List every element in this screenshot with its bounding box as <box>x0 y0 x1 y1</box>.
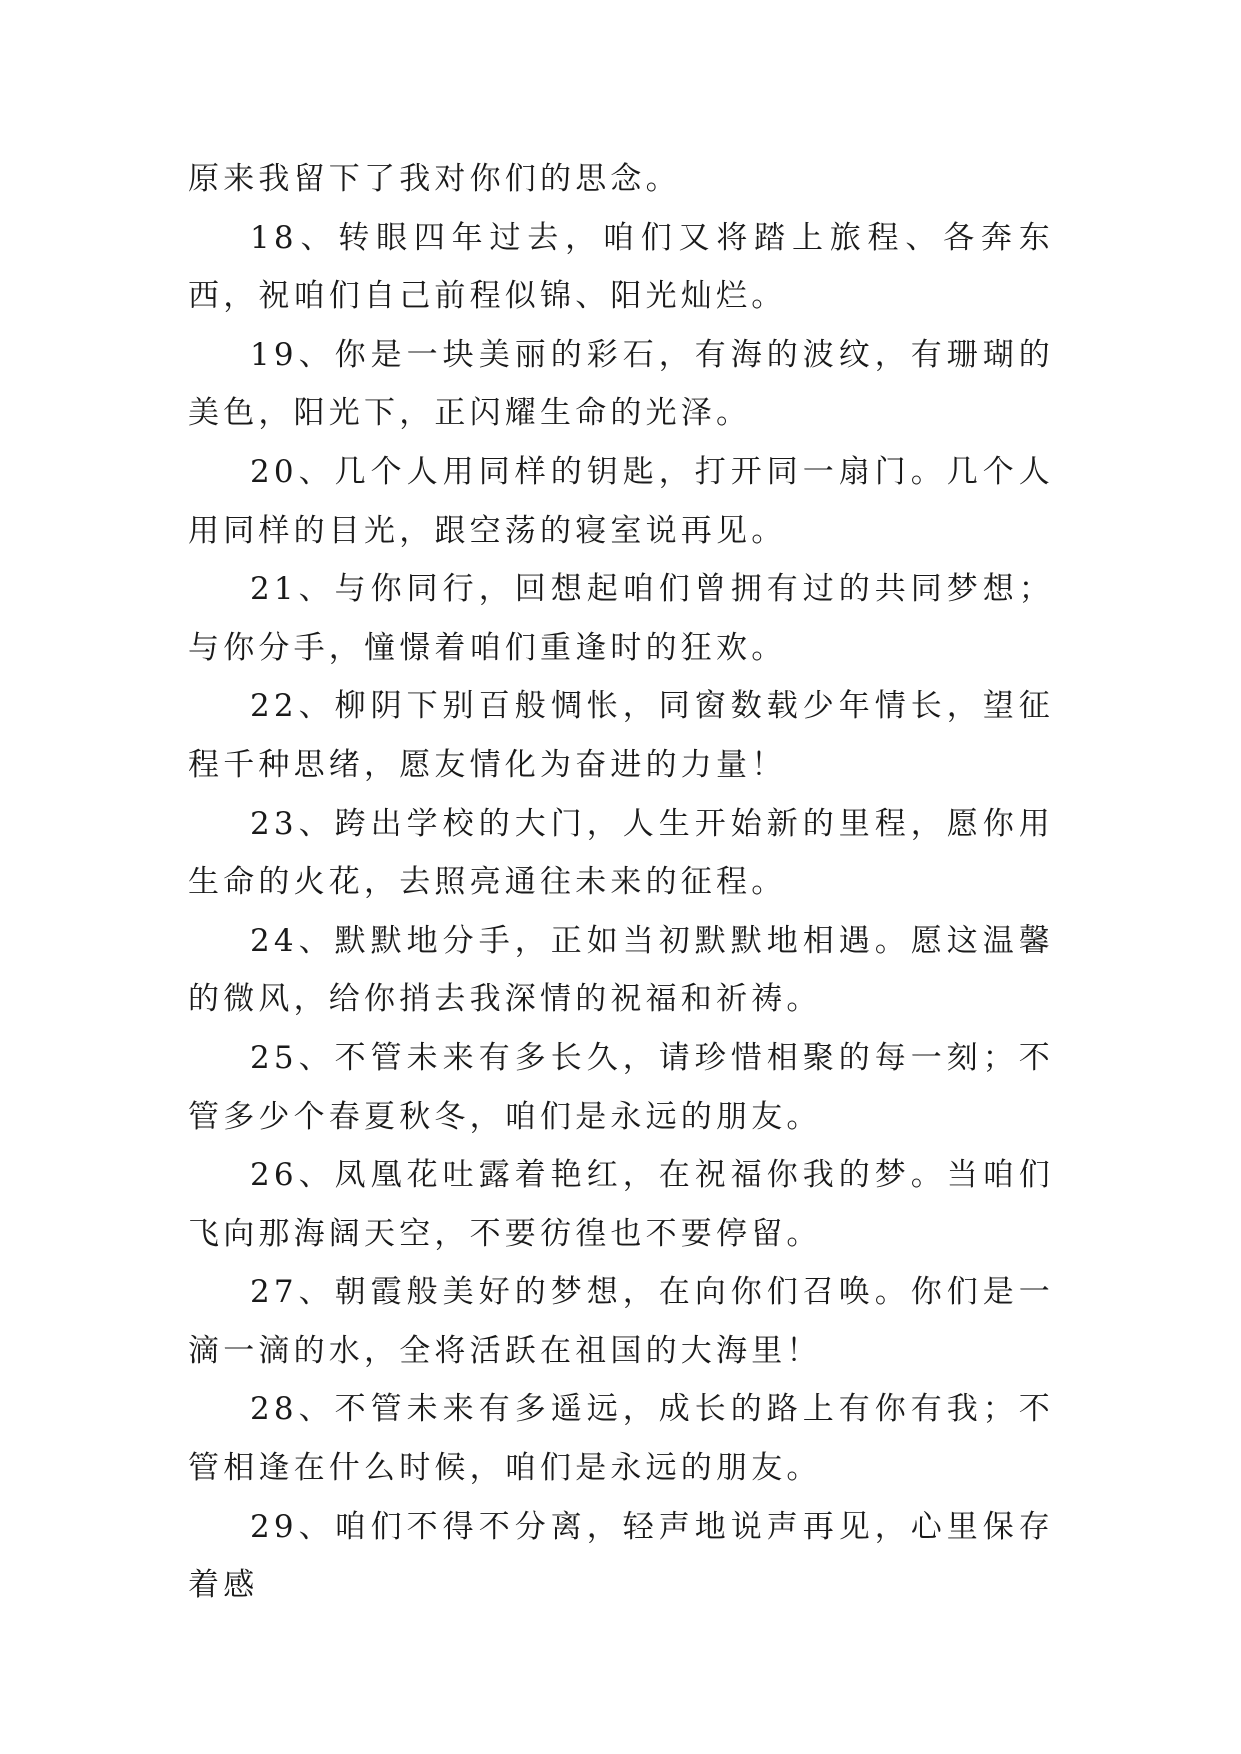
paragraph-25: 25、不管未来有多长久，请珍惜相聚的每一刻；不管多少个春夏秋冬，咱们是永远的朋友。 <box>188 1039 1054 1135</box>
paragraph-28: 28、不管未来有多遥远，成长的路上有你有我；不管相逢在什么时候，咱们是永远的朋友。 <box>188 1391 1054 1487</box>
paragraph-20: 20、几个人用同样的钥匙，打开同一扇门。几个人用同样的目光，跟空荡的寝室说再见。 <box>188 453 1054 549</box>
paragraph-26: 26、凤凰花吐露着艳红，在祝福你我的梦。当咱们飞向那海阔天空，不要彷徨也不要停留。 <box>188 1157 1054 1252</box>
paragraph-29: 29、咱们不得不分离，轻声地说声再见，心里保存着感 <box>188 1508 1054 1604</box>
paragraph-27: 27、朝霞般美好的梦想，在向你们召唤。你们是一滴一滴的水，全将活跃在祖国的大海里！ <box>188 1274 1054 1369</box>
document-body <box>188 150 1054 1615</box>
continuation-paragraph: 原来我留下了我对你们的思念。 <box>188 161 681 197</box>
paragraph-23: 23、跨出学校的大门，人生开始新的里程，愿你用生命的火花，去照亮通往未来的征程。 <box>188 805 1054 901</box>
paragraph-21: 21、与你同行，回想起咱们曾拥有过的共同梦想；与你分手，憧憬着咱们重逢时的狂欢。 <box>188 571 1054 666</box>
paragraph-19: 19、你是一块美丽的彩石，有海的波纹，有珊瑚的美色，阳光下，正闪耀生命的光泽。 <box>188 336 1054 432</box>
paragraph-22: 22、柳阴下别百般惆怅，同窗数载少年情长，望征程千种思绪，愿友情化为奋进的力量！ <box>188 688 1054 783</box>
paragraph-24: 24、默默地分手，正如当初默默地相遇。愿这温馨的微风，给你捎去我深情的祝福和祈祷。 <box>188 922 1054 1018</box>
paragraph-18: 18、转眼四年过去，咱们又将踏上旅程、各奔东西，祝咱们自己前程似锦、阳光灿烂。 <box>188 219 1054 315</box>
